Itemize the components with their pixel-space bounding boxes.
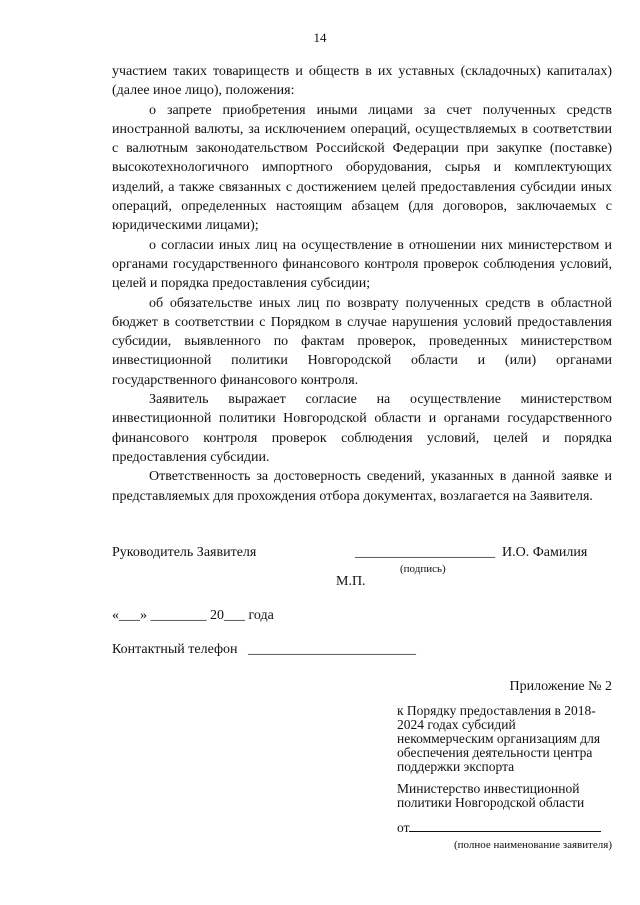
appendix-block xyxy=(397,680,612,852)
paragraph-refund-obligation: об обязательстве иных лиц по возврату полученных средств в областной бюджет в соответствии с Порядком в случае нарушения условий предоставления субсидии, выявленного по фактам проверок, проведенных министерством инвестиционной политики Новгородской области и (или) органами государственного финансового контроля. xyxy=(112,295,612,388)
appendix-addressee: Министерство инвестиционной политики Новгородской области xyxy=(397,781,585,810)
document-body xyxy=(112,62,612,506)
appendix-title: Приложение № 2 xyxy=(509,679,612,694)
paragraph-inspection-consent: о согласии иных лиц на осуществление в отношении них министерством и органами государственного финансового контроля проверок соблюдения условий, целей и порядка предоставления субсидии; xyxy=(112,237,612,292)
paragraph-currency-ban: о запрете приобретения иными лицами за счет полученных средств иностранной валюты, за исключением операций, осуществляемых в соответствии с валютным законодательством Российской Федерации при закупке (поставке) высокотехнологичного импортного оборудования, сырья и комплектующих изделий, а также связанных с достижением целей предоставления субсидии иных операций, определенных настоящим абзацем (для договоров, заключаемых с юридическими лицами); xyxy=(112,102,612,234)
appendix-order-reference: к Порядку предоставления в 2018-2024 годах субсидий некоммерческим организациям для обеспечения деятельности центра поддержки экспорта xyxy=(397,703,601,774)
seal-mark: М.П. xyxy=(336,574,366,589)
appendix-from-label: от xyxy=(397,820,410,835)
appendix-from-caption: (полное наименование заявителя) xyxy=(453,839,612,851)
signer-name: И.О. Фамилия xyxy=(502,545,588,560)
appendix-from-line xyxy=(409,818,601,832)
signature-line: ____________________ xyxy=(355,545,495,560)
phone-line: ________________________ xyxy=(248,642,416,657)
appendix-from-row xyxy=(397,818,612,835)
date-line: «___» ________ 20___ года xyxy=(112,608,274,623)
signature-caption: (подпись) xyxy=(400,563,446,575)
phone-label: Контактный телефон xyxy=(112,642,238,657)
paragraph-continuation: участием таких товариществ и обществ в их уставных (складочных) капиталах) (далее иное лицо), положения: xyxy=(112,64,612,99)
paragraph-applicant-consent: Заявитель выражает согласие на осуществление министерством инвестиционной политики Новгородской области и органами государственного финансового контроля проверок соблюдения условий, целей и порядка предоставления субсидии. xyxy=(112,392,612,465)
page-number: 14 xyxy=(313,30,327,45)
head-label: Руководитель Заявителя xyxy=(112,545,257,560)
paragraph-responsibility: Ответственность за достоверность сведений, указанных в данной заявке и представляемых для прохождения отбора документах, возлагается на Заявителя. xyxy=(112,469,612,504)
